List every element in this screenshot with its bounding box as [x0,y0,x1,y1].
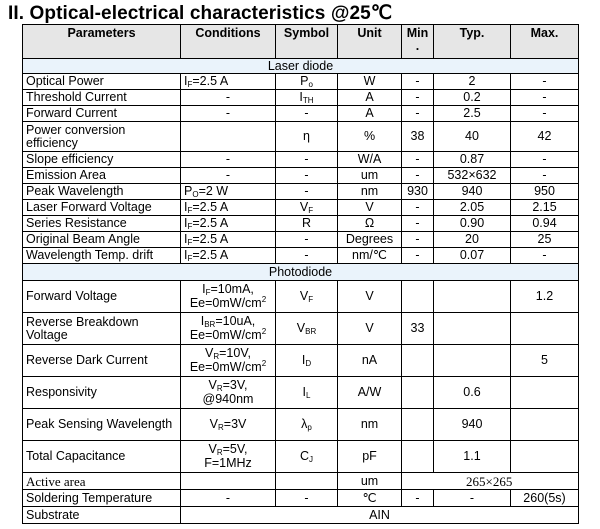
cond-cell: - [181,490,276,507]
table-row [23,216,579,232]
section-row [23,59,579,74]
typ-cell: 940 [434,409,511,441]
cond-cell: - [181,90,276,106]
max-cell: 950 [511,184,579,200]
symbol-cell: $P_o$ [276,74,338,90]
param-cell: Substrate [23,507,181,524]
page-title [8,2,392,25]
section-photodiode: Photodiode [23,264,579,281]
unit-cell: V [338,200,402,216]
cond-cell [181,122,276,152]
max-cell: 5 [511,345,579,377]
unit-cell: nm/℃ [338,248,402,264]
param-cell: Responsivity [23,377,181,409]
param-cell: Peak Sensing Wavelength [23,409,181,441]
param-cell: Forward Current [23,106,181,122]
symbol-cell: $V_F$ [276,281,338,313]
param-cell: Original Beam Angle [23,232,181,248]
header-symbol: Symbol [276,25,338,59]
max-cell: 260(5s) [511,490,579,507]
typ-cell: 1.1 [434,441,511,473]
unit-cell: Ω [338,216,402,232]
cond-cell [181,473,276,490]
param-cell: Optical Power [23,74,181,90]
table-row [23,106,579,122]
max-cell: - [511,248,579,264]
unit-cell: V [338,281,402,313]
typ-cell: - [434,490,511,507]
unit-cell: ℃ [338,490,402,507]
typ-cell: 2 [434,74,511,90]
unit-cell: W/A [338,152,402,168]
min-cell: - [402,74,434,90]
unit-cell: A [338,90,402,106]
param-cell: Slope efficiency [23,152,181,168]
table-row [23,74,579,90]
table-row [23,507,579,524]
param-cell: Reverse Breakdown Voltage [23,313,181,345]
unit-cell: pF [338,441,402,473]
max-cell: - [511,152,579,168]
typ-cell [434,281,511,313]
header-max: Max. [511,25,579,59]
typ-cell: 940 [434,184,511,200]
param-cell: Reverse Dark Current [23,345,181,377]
symbol-cell: R [276,216,338,232]
min-cell: - [402,248,434,264]
header-conditions: Conditions [181,25,276,59]
symbol-cell: - [276,152,338,168]
min-cell: - [402,216,434,232]
typ-cell: 20 [434,232,511,248]
symbol-cell: - [276,184,338,200]
min-cell: 38 [402,122,434,152]
symbol-cell: $V_F$ [276,200,338,216]
min-cell: - [402,90,434,106]
typ-cell [434,313,511,345]
symbol-cell: - [276,106,338,122]
unit-cell: nm [338,409,402,441]
table-row [23,345,579,377]
param-cell: Wavelength Temp. drift [23,248,181,264]
param-cell: Threshold Current [23,90,181,106]
max-cell [511,441,579,473]
table-row [23,473,579,490]
unit-cell: V [338,313,402,345]
header-typ: Typ. [434,25,511,59]
table-row [23,490,579,507]
max-cell [511,377,579,409]
typ-cell: 2.5 [434,106,511,122]
typ-cell: 0.07 [434,248,511,264]
max-cell: 1.2 [511,281,579,313]
cond-cell: $I_F=2.5$ A [181,232,276,248]
symbol-cell: $I_D$ [276,345,338,377]
min-cell [402,281,434,313]
cond-cell: - [181,168,276,184]
max-cell [511,409,579,441]
param-cell: Laser Forward Voltage [23,200,181,216]
table-row [23,248,579,264]
table-row [23,281,579,313]
cond-cell: $V_R=3V$, @940nm [181,377,276,409]
unit-cell: um [338,473,402,490]
table-row [23,377,579,409]
min-cell: 930 [402,184,434,200]
cond-cell: $V_R=3V$ [181,409,276,441]
table-row [23,313,579,345]
cond-cell: $I_F=2.5$ A [181,216,276,232]
typ-cell [434,345,511,377]
param-cell: Active area [23,473,181,490]
symbol-cell: $C_J$ [276,441,338,473]
typ-cell: 532×632 [434,168,511,184]
symbol-cell: $I_L$ [276,377,338,409]
table-row [23,232,579,248]
cond-cell: $I_F=2.5$ A [181,248,276,264]
min-cell [402,377,434,409]
min-cell [402,441,434,473]
value-cell: 265×265 [402,473,579,490]
unit-cell: um [338,168,402,184]
symbol-cell: - [276,248,338,264]
cond-cell: $P_O=2$ W [181,184,276,200]
unit-cell: A [338,106,402,122]
typ-cell: 0.90 [434,216,511,232]
typ-cell: 0.2 [434,90,511,106]
table-row [23,90,579,106]
symbol-cell [276,473,338,490]
unit-cell: nm [338,184,402,200]
table-row [23,200,579,216]
cond-cell: $I_{BR}=10uA$, $Ee=0mW/cm^2$ [181,313,276,345]
unit-cell: Degrees [338,232,402,248]
max-cell: - [511,106,579,122]
symbol-cell: $I_{TH}$ [276,90,338,106]
min-cell: - [402,200,434,216]
typ-cell: 2.05 [434,200,511,216]
max-cell: - [511,90,579,106]
max-cell: 2.15 [511,200,579,216]
symbol-cell: η [276,122,338,152]
header-parameters: Parameters [23,25,181,59]
param-cell: Total Capacitance [23,441,181,473]
table-row [23,152,579,168]
section-laser: Laser diode [23,59,579,74]
section-row [23,264,579,281]
param-cell: Emission Area [23,168,181,184]
typ-cell: 0.6 [434,377,511,409]
min-cell: - [402,106,434,122]
max-cell: 0.94 [511,216,579,232]
max-cell: - [511,74,579,90]
header-min: Min . [402,25,434,59]
table-row [23,122,579,152]
symbol-cell: - [276,168,338,184]
param-cell: Soldering Temperature [23,490,181,507]
cond-cell: $I_F=2.5$ A [181,74,276,90]
min-cell: - [402,168,434,184]
param-cell: Series Resistance [23,216,181,232]
typ-cell: 40 [434,122,511,152]
header-unit: Unit [338,25,402,59]
max-cell: - [511,168,579,184]
min-cell: - [402,490,434,507]
cond-cell: $V_R=5V$, F=1MHz [181,441,276,473]
characteristics-table [22,24,579,524]
table-row [23,441,579,473]
param-cell: Forward Voltage [23,281,181,313]
symbol-cell: - [276,232,338,248]
unit-cell: % [338,122,402,152]
value-cell: AIN [181,507,579,524]
cond-cell: $I_F=10mA$, $Ee=0mW/cm^2$ [181,281,276,313]
cond-cell: - [181,106,276,122]
param-cell: Power conversion efficiency [23,122,181,152]
max-cell: 25 [511,232,579,248]
max-cell [511,313,579,345]
table-row [23,168,579,184]
table-row [23,409,579,441]
cond-cell: $I_F=2.5$ A [181,200,276,216]
min-cell: - [402,232,434,248]
min-cell: - [402,152,434,168]
symbol-cell: $\lambda_p$ [276,409,338,441]
symbol-cell: $V_{BR}$ [276,313,338,345]
min-cell: 33 [402,313,434,345]
unit-cell: W [338,74,402,90]
param-cell: Peak Wavelength [23,184,181,200]
header-row [23,25,579,59]
cond-cell: $V_R=10V$, $Ee=0mW/cm^2$ [181,345,276,377]
min-cell [402,409,434,441]
cond-cell: - [181,152,276,168]
typ-cell: 0.87 [434,152,511,168]
max-cell: 42 [511,122,579,152]
min-cell [402,345,434,377]
unit-cell: nA [338,345,402,377]
table-row [23,184,579,200]
title-text: II. Optical-electrical characteristics @25℃ [8,3,393,24]
unit-cell: A/W [338,377,402,409]
symbol-cell: - [276,490,338,507]
